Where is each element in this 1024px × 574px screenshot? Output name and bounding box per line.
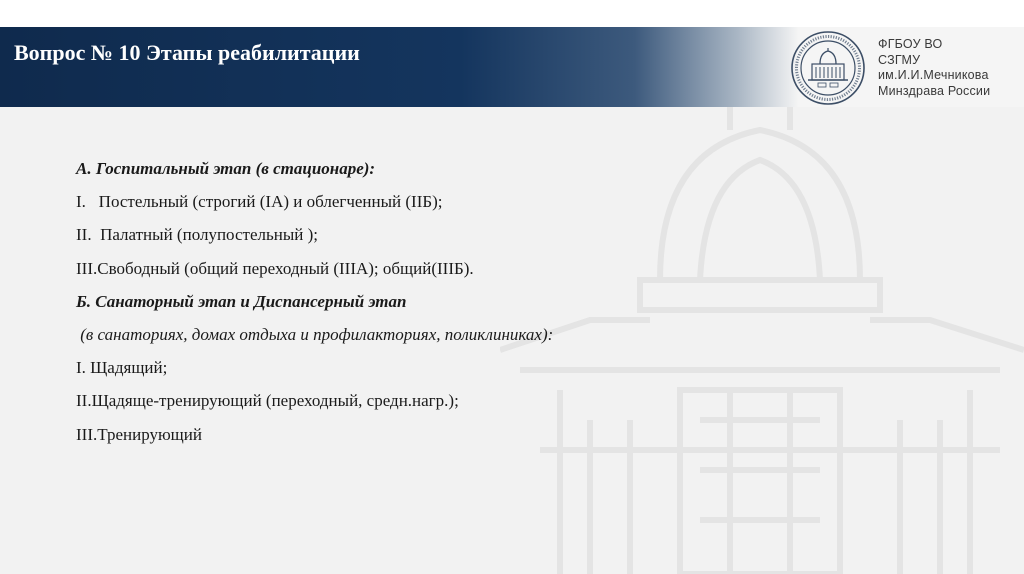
org-line: Минздрава России: [878, 83, 991, 98]
list-item: II. Палатный (полупостельный );: [76, 225, 318, 245]
section-heading-a: А. Госпитальный этап (в стационаре):: [76, 159, 376, 178]
header-bar: [0, 27, 1024, 107]
organization-name: [878, 37, 990, 99]
top-strip: [0, 0, 1024, 27]
list-item: I. Постельный (строгий (IА) и облегченный (IIБ);: [76, 192, 443, 212]
list-item: I. Щадящий;: [76, 358, 168, 378]
section-heading-b: Б. Санаторный этап и Диспансерный этап: [76, 291, 407, 311]
section-subheading: (в санаториях, домах отдыха и профилакториях, поликлиниках):: [76, 325, 554, 345]
slide-content: [76, 152, 796, 451]
org-line: ФГБОУ ВО: [878, 37, 943, 51]
list-item: III.Свободный (общий переходный (IIIА); общий(IIIБ).: [76, 258, 474, 278]
list-item: III.Тренирующий: [76, 424, 202, 444]
list-item: II.Щадяще-тренирующий (переходный, средн.нагр.);: [76, 391, 459, 411]
slide-title: Вопрос № 10 Этапы реабилитации: [14, 40, 360, 65]
university-seal-icon: [790, 30, 866, 106]
org-line: СЗГМУ: [878, 52, 921, 67]
org-line: им.И.И.Мечникова: [878, 68, 989, 82]
